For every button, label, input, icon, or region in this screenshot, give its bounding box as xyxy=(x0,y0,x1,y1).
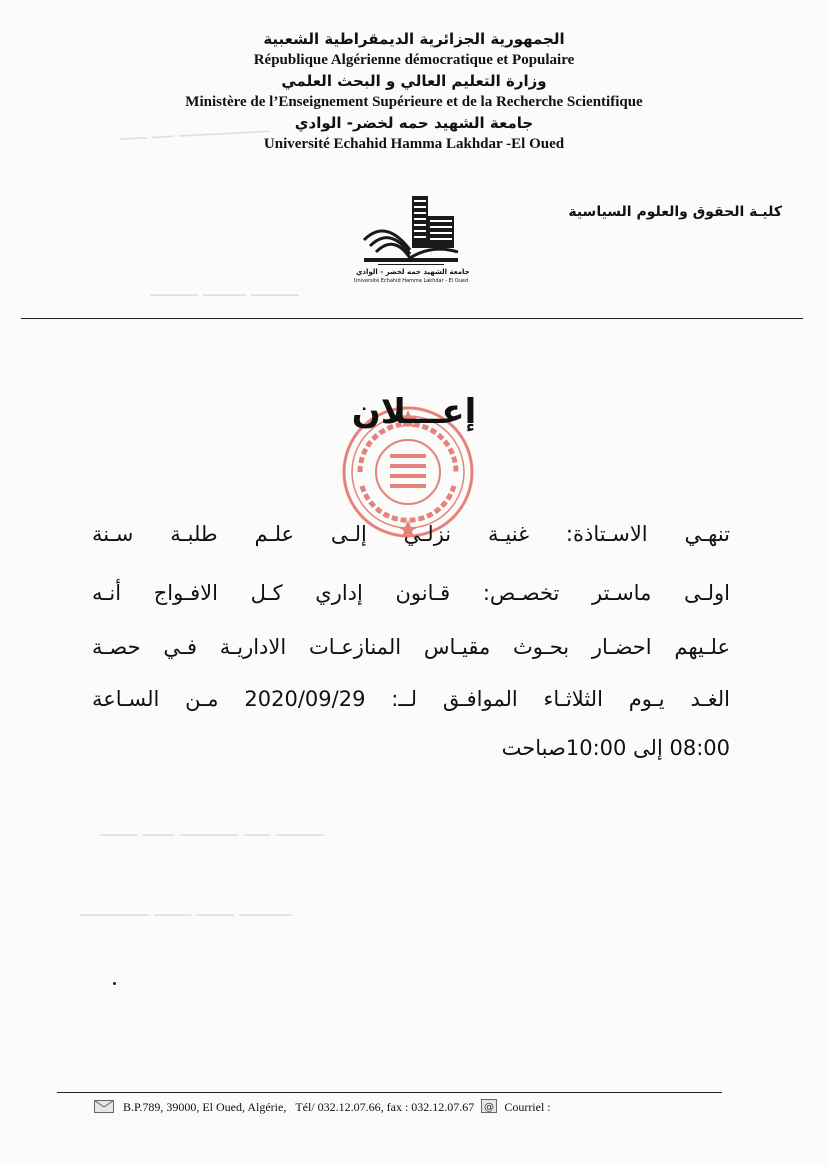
footer-address: B.P.789, 39000, El Oued, Algérie, xyxy=(123,1099,287,1114)
announcement-line: الغـد يـوم الثلاثـاء الموافـق لــ: 2020/09/29 مـن السـاعة xyxy=(92,687,730,711)
header-divider xyxy=(21,318,803,319)
svg-text:@: @ xyxy=(484,1102,495,1113)
footer-contact xyxy=(94,1099,551,1117)
footer-phone-fax: Tél/ 032.12.07.66, fax : 032.12.07.67 xyxy=(295,1099,475,1114)
header-university-ar: جامعة الشهيد حمه لخضر- الوادي xyxy=(294,114,534,132)
announcement-line: تنهـي الاسـتاذة: غنيـة نزلـي إلـى علـم طلبـة سـنة xyxy=(92,522,730,546)
announcement-line: اولـى ماسـتر تخصـص: قـانون إداري كـل الافـواج أنـه xyxy=(92,581,730,605)
header-ministry-fr: Ministère de l’Enseignement Supérieure et de la Recherche Scientifique xyxy=(185,94,643,110)
logo-caption-ar: جامعة الشهيد حمه لخضر - الوادي xyxy=(356,268,470,276)
bleed-through-text: ـــــــــ ــــــــ ـــــــــ xyxy=(150,280,299,301)
bleed-through-text: ـــــــــــــــــ ــــ ـــــ xyxy=(119,116,270,145)
header-ministry-ar: وزارة التعليم العالي و البحث العلمي xyxy=(281,72,547,90)
logo-caption-fr: Université Echahid Hamma Lakhdar - El Oued xyxy=(353,278,469,284)
bleed-through-text: ـــــــــ ـــــ ـــــــــــ ــــــ ـــــــ xyxy=(100,820,324,841)
header-university-fr: Université Echahid Hamma Lakhdar -El Oued xyxy=(263,136,565,152)
header-country-fr: République Algérienne démocratique et Populaire xyxy=(253,52,575,68)
email-at-icon xyxy=(481,1099,497,1117)
announcement-line: علـيهم احضـار بحـوث مقيـاس المنازعـات الاداريـة فـي حصـة xyxy=(92,635,730,659)
mail-icon xyxy=(94,1100,114,1117)
bleed-through-text: ــــــــــ ـــــــ ـــــــ ـــــــــــــ xyxy=(80,900,293,921)
footer-divider xyxy=(57,1092,722,1093)
header-country-ar: الجمهورية الجزائرية الديمقراطية الشعبية xyxy=(263,30,565,48)
announcement-line: 08:00 إلى 10:00صباحت xyxy=(501,736,730,760)
announcement-title: إعـــلان xyxy=(351,392,477,432)
footer-email-label: Courriel : xyxy=(504,1099,551,1114)
faculty-name: كليـة الحقوق والعلوم السياسية xyxy=(568,204,782,220)
stray-dot xyxy=(113,982,116,985)
university-logo xyxy=(353,190,470,288)
